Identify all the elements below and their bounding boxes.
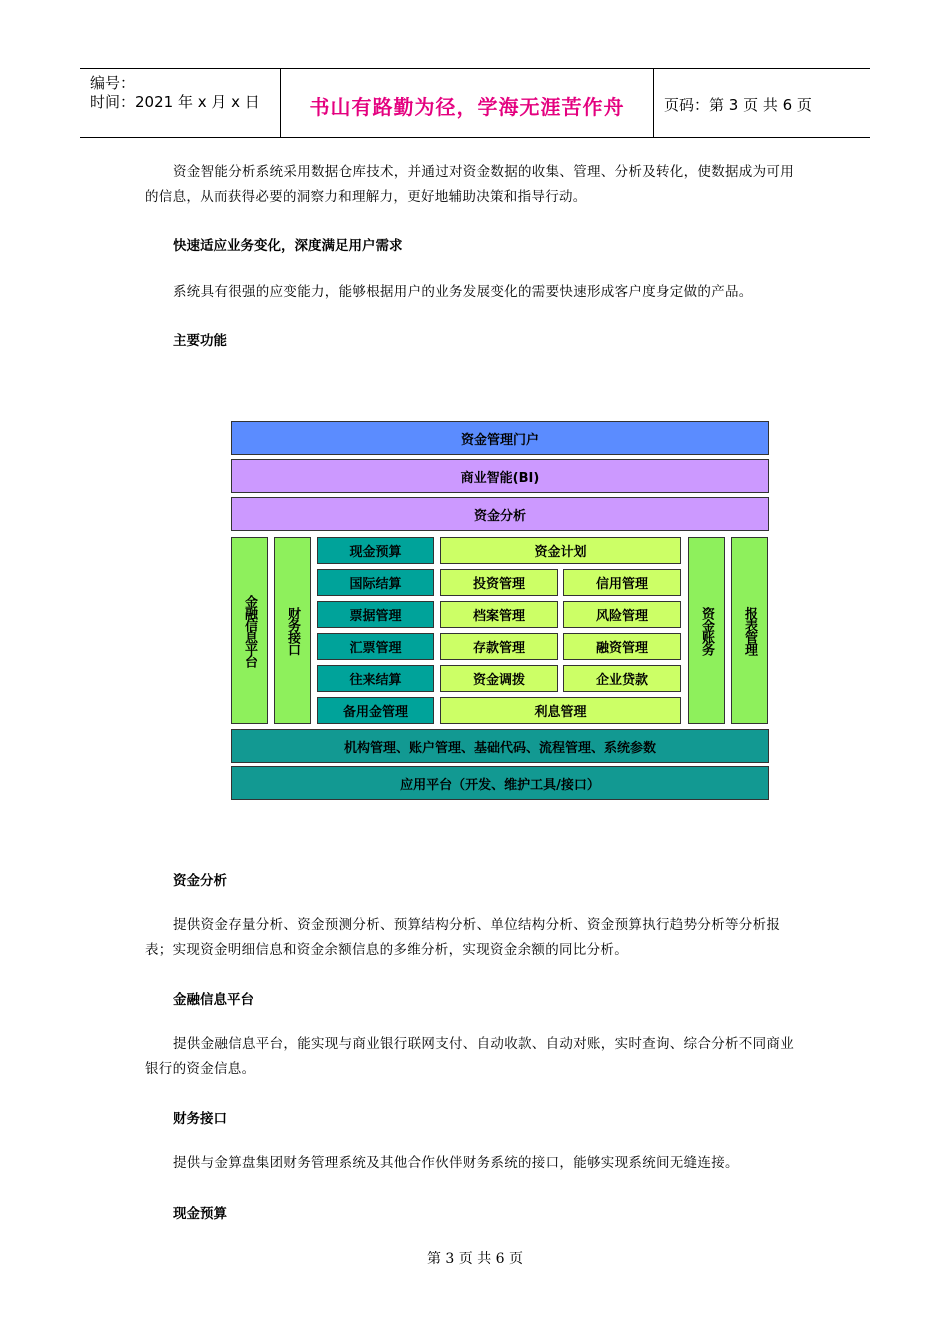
header-motto-cell	[281, 69, 654, 137]
bills-cell: 票据管理	[317, 601, 434, 628]
petty-cash-cell: 备用金管理	[317, 697, 434, 724]
fin-platform-column: 金融信息平台	[231, 537, 268, 724]
current-settle-cell: 往来结算	[317, 665, 434, 692]
intro-paragraph: 资金智能分析系统采用数据仓库技术，并通过对资金数据的收集、管理、分析及转化，使数据成为可用的信息，从而获得必要的洞察力和理解力，更好地辅助决策和指导行动。	[145, 164, 794, 205]
intl-settle-cell: 国际结算	[317, 569, 434, 596]
heading-main-functions: 主要功能	[173, 333, 227, 349]
heading-fin-platform: 金融信息平台	[173, 992, 254, 1008]
fund-accounts-column: 资金账务	[688, 537, 725, 724]
platform-layer: 应用平台（开发、维护工具/接口）	[231, 766, 769, 800]
draft-cell: 汇票管理	[317, 633, 434, 660]
heading-adapt: 快速适应业务变化，深度满足用户需求	[173, 238, 403, 254]
analysis-layer: 资金分析	[231, 497, 769, 531]
financing-cell: 融资管理	[563, 633, 681, 660]
header-meta-cell	[80, 69, 281, 137]
interest-cell: 利息管理	[440, 697, 681, 724]
header-motto: 书山有路勤为径，学海无涯苦作舟	[309, 95, 625, 119]
heading-fund-analysis: 资金分析	[173, 873, 227, 889]
document-number-label: 编号：	[90, 74, 136, 92]
loan-cell: 企业贷款	[563, 665, 681, 692]
deposit-cell: 存款管理	[440, 633, 558, 660]
bi-layer: 商业智能(BI)	[231, 459, 769, 493]
risk-cell: 风险管理	[563, 601, 681, 628]
cash-budget-cell: 现金预算	[317, 537, 434, 564]
credit-cell: 信用管理	[563, 569, 681, 596]
portal-layer: 资金管理门户	[231, 421, 769, 455]
heading-fin-interface: 财务接口	[173, 1111, 227, 1127]
adapt-paragraph: 系统具有很强的应变能力，能够根据用户的业务发展变化的需要快速形成客户度身定做的产品。	[173, 284, 753, 300]
document-date-label: 时间：2021 年 x 月 x 日	[90, 93, 260, 111]
header-page-info: 页码：第 3 页 共 6 页	[664, 96, 812, 114]
heading-cash-budget: 现金预算	[173, 1206, 227, 1222]
invest-cell: 投资管理	[440, 569, 558, 596]
fin-interface-paragraph: 提供与金算盘集团财务管理系统及其他合作伙伴财务系统的接口，能够实现系统间无缝连接。	[173, 1155, 739, 1171]
page-footer: 第 3 页 共 6 页	[426, 1251, 524, 1267]
document-header	[80, 68, 870, 138]
archive-cell: 档案管理	[440, 601, 558, 628]
header-page-cell	[654, 69, 870, 137]
fund-plan-cell: 资金计划	[440, 537, 681, 564]
fin-interface-column: 财务接口	[274, 537, 311, 724]
fund-analysis-paragraph: 提供资金存量分析、资金预测分析、预算结构分析、单位结构分析、资金预算执行趋势分析等分析报表；实现资金明细信息和资金余额信息的多维分析，实现资金余额的同比分析。	[145, 917, 781, 958]
report-mgmt-column: 报表管理	[731, 537, 768, 724]
allocation-cell: 资金调拨	[440, 665, 558, 692]
base-layer: 机构管理、账户管理、基础代码、流程管理、系统参数	[231, 729, 769, 763]
fin-platform-paragraph: 提供金融信息平台，能实现与商业银行联网支付、自动收款、自动对账，实时查询、综合分析不同商业银行的资金信息。	[145, 1036, 794, 1077]
